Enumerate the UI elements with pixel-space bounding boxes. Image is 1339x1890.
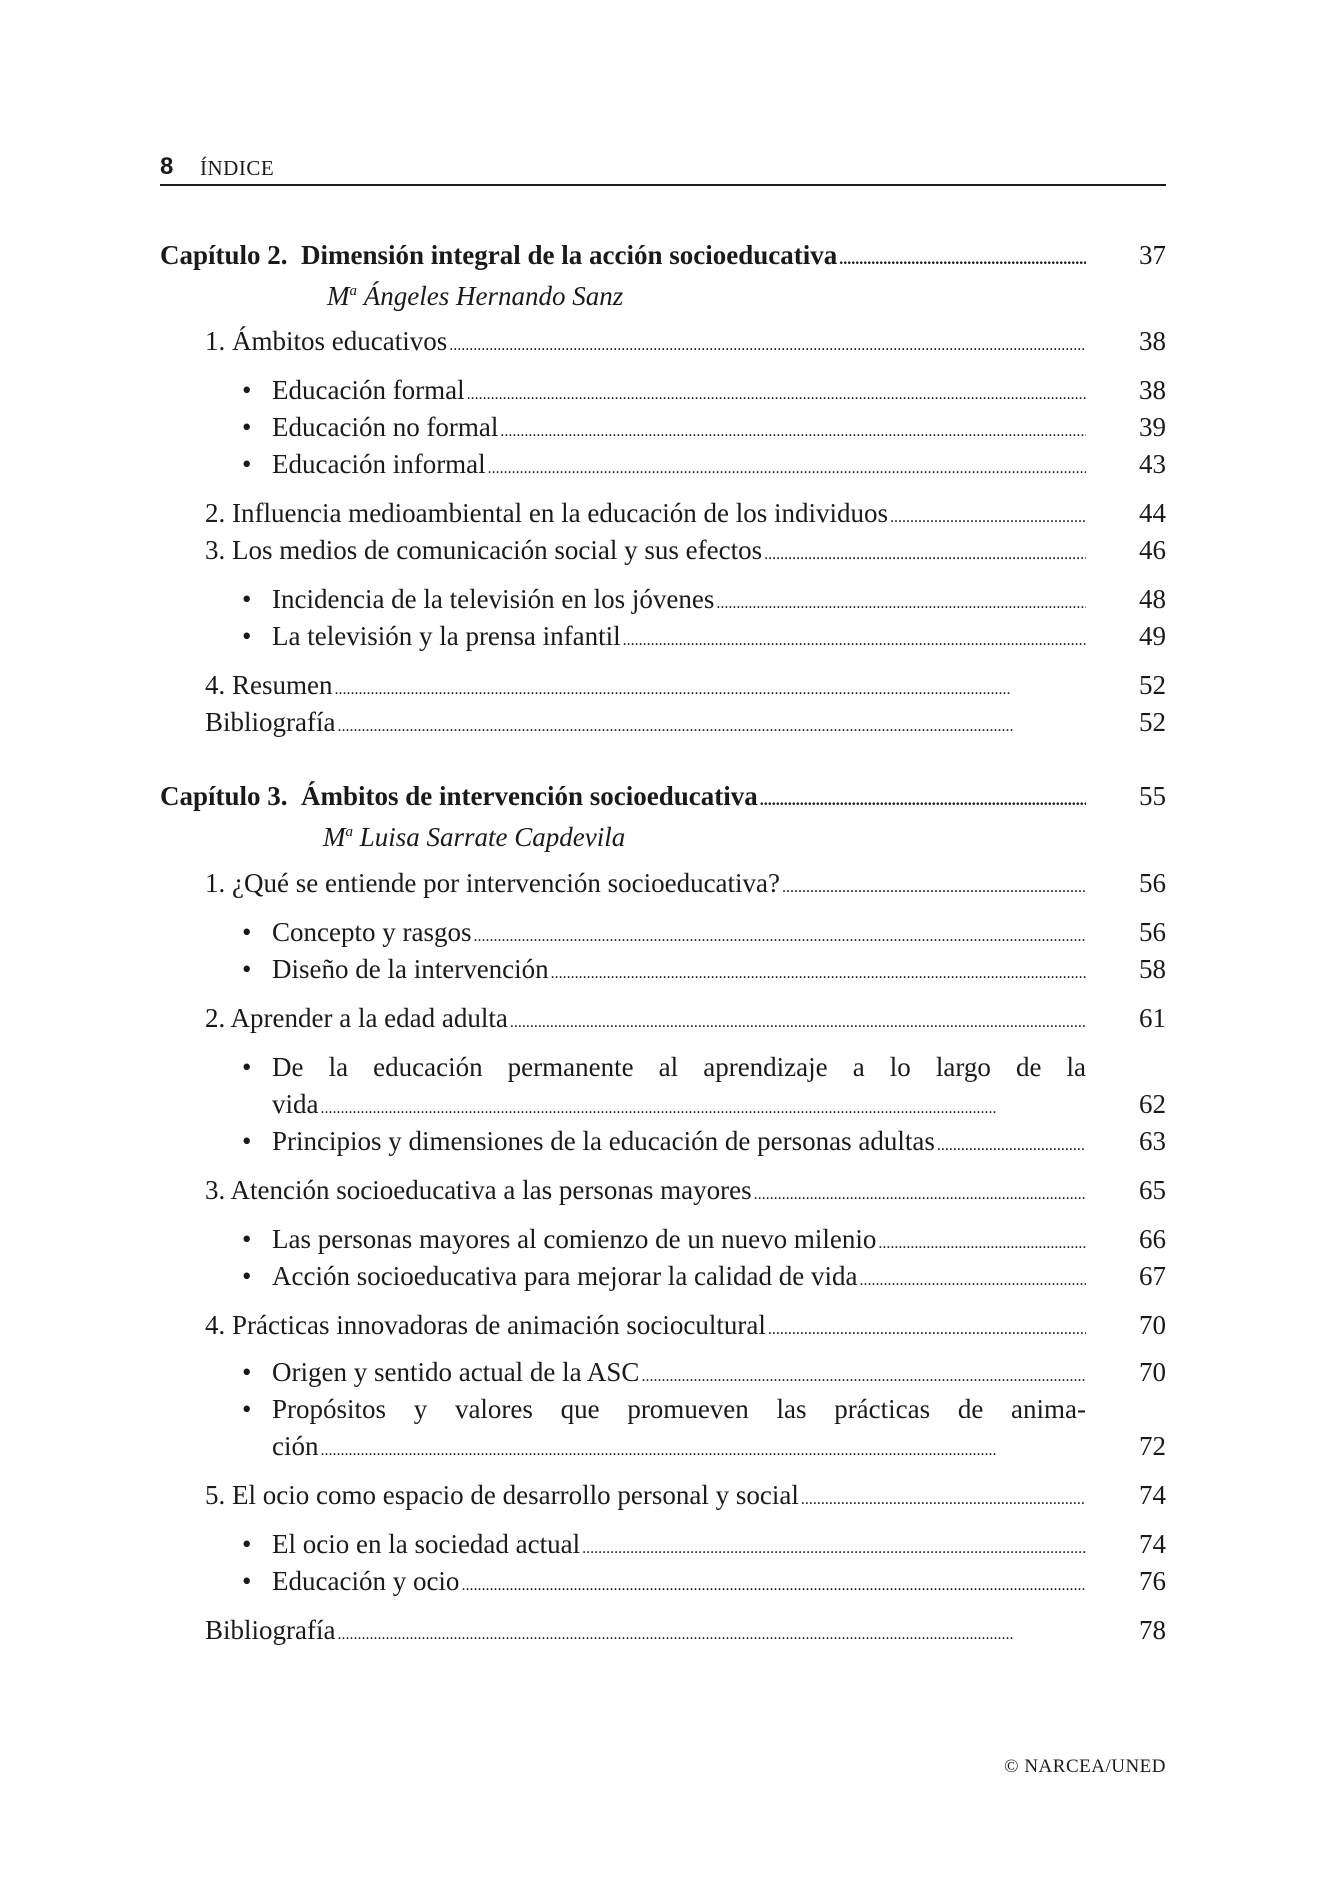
toc-entry[interactable]: • Educación y ocio . . . 76: [160, 1564, 1166, 1598]
bullet-icon: •: [242, 1261, 252, 1291]
bullet-icon: •: [242, 1394, 252, 1424]
running-title: ÍNDICE: [200, 156, 275, 180]
toc-entry[interactable]: • Acción socioeducativa para mejorar la calidad de vida . . . 67: [160, 1259, 1166, 1293]
chapter-3-author: $M^a$ Luisa Sarrate Capdevila: [323, 822, 626, 852]
toc-entry[interactable]: 3. Los medios de comunicación social y sus efectos . . . 46: [160, 533, 1166, 567]
bullet-icon: •: [242, 1052, 252, 1082]
toc-entry[interactable]: 1. Ámbitos educativos . . . 38: [160, 324, 1166, 358]
bullet-icon: •: [242, 1126, 252, 1156]
bullet-icon: •: [242, 1357, 252, 1387]
toc-entry[interactable]: • Diseño de la intervención . . . 58: [160, 952, 1166, 986]
toc-entry[interactable]: • Concepto y rasgos . . . 56: [160, 915, 1166, 949]
toc-entry[interactable]: • Incidencia de la televisión en los jóvenes . . . 48: [160, 582, 1166, 616]
toc-entry[interactable]: Bibliografía . . . 78: [160, 1613, 1166, 1647]
toc-entry[interactable]: • Educación informal . . . 43: [160, 447, 1166, 481]
table-of-contents: [160, 0, 1166, 1890]
toc-entry[interactable]: 1. ¿Qué se entiende por intervención socioeducativa? . . . 56: [160, 866, 1166, 900]
chapter-2-author: $M^a$ Ángeles Hernando Sanz: [327, 281, 624, 311]
toc-entry[interactable]: • Educación formal . . . 38: [160, 373, 1166, 407]
toc-entry[interactable]: Bibliografía . . . 52: [160, 705, 1166, 739]
toc-entry[interactable]: • Educación no formal . . . 39: [160, 410, 1166, 444]
toc-entry-line[interactable]: • De la educación permanente al aprendizaje a lo largo de la: [242, 1052, 1086, 1082]
toc-entry[interactable]: vida . . . 62: [160, 1087, 1166, 1121]
toc-entry[interactable]: • Las personas mayores al comienzo de un nuevo milenio . . . 66: [160, 1222, 1166, 1256]
chapter-3-title: Capítulo 3. Ámbitos de intervención socioeducativa . . .: [160, 779, 1086, 813]
toc-entry[interactable]: 4. Prácticas innovadoras de animación sociocultural . . . 70: [160, 1308, 1166, 1342]
bullet-icon: •: [242, 621, 252, 651]
chapter-3-page: 55: [1139, 781, 1166, 811]
toc-entry[interactable]: • El ocio en la sociedad actual . . . 74: [160, 1527, 1166, 1561]
bullet-icon: •: [242, 1566, 252, 1596]
bullet-icon: •: [242, 954, 252, 984]
copyright-footer: © NARCEA/UNED: [1004, 1756, 1166, 1777]
chapter-3-heading[interactable]: [160, 779, 1166, 813]
toc-entry[interactable]: • La televisión y la prensa infantil . . . 49: [160, 619, 1166, 653]
toc-entry[interactable]: • Origen y sentido actual de la ASC . . . 70: [160, 1355, 1166, 1389]
toc-entry[interactable]: 3. Atención socioeducativa a las personas mayores . . . 65: [160, 1173, 1166, 1207]
chapter-2-page: 37: [1139, 240, 1166, 270]
bullet-icon: •: [242, 412, 252, 442]
toc-entry[interactable]: 2. Aprender a la edad adulta . . . 61: [160, 1001, 1166, 1035]
bullet-icon: •: [242, 449, 252, 479]
toc-entry[interactable]: 4. Resumen . . . 52: [160, 668, 1166, 702]
toc-entry[interactable]: 5. El ocio como espacio de desarrollo personal y social . . . 74: [160, 1478, 1166, 1512]
bullet-icon: •: [242, 917, 252, 947]
bullet-icon: •: [242, 1529, 252, 1559]
toc-entry[interactable]: 2. Influencia medioambiental en la educación de los individuos . . . 44: [160, 496, 1166, 530]
page-number: 8: [160, 153, 174, 180]
bullet-icon: •: [242, 1224, 252, 1254]
toc-entry[interactable]: ción . . . 72: [160, 1429, 1166, 1463]
bullet-icon: •: [242, 375, 252, 405]
chapter-2-heading[interactable]: [160, 238, 1166, 272]
toc-entry-line[interactable]: • Propósitos y valores que promueven las prácticas de anima-: [242, 1394, 1086, 1424]
toc-entry[interactable]: • Principios y dimensiones de la educación de personas adultas . . . 63: [160, 1124, 1166, 1158]
chapter-2-title: Capítulo 2. Dimensión integral de la acción socioeducativa . . .: [160, 238, 1086, 272]
bullet-icon: •: [242, 584, 252, 614]
